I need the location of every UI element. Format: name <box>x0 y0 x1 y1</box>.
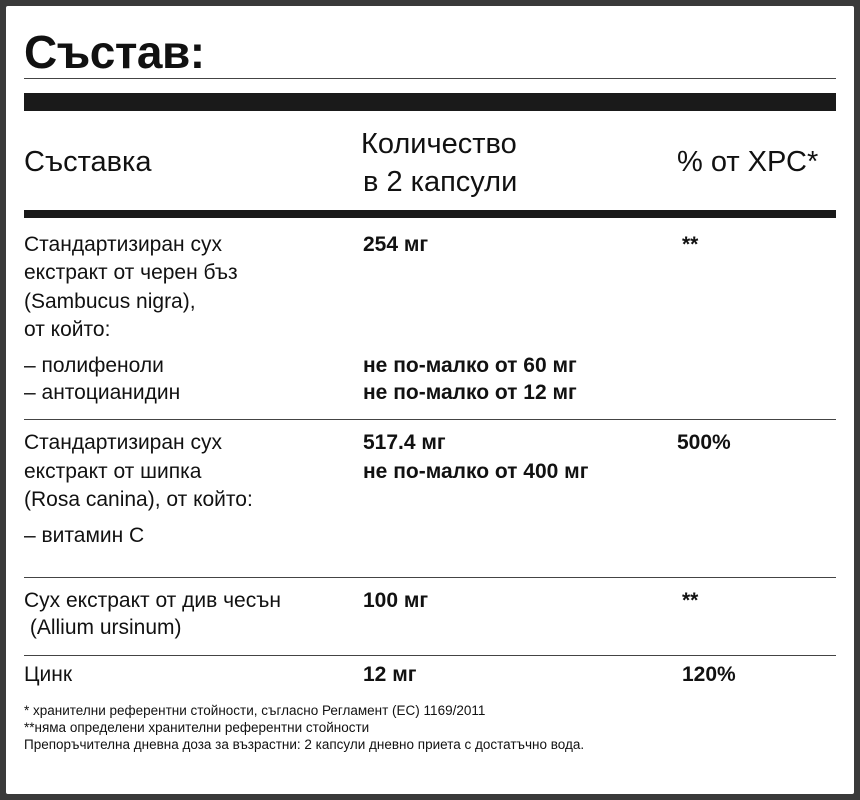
row-divider <box>24 419 836 420</box>
footnote-reference-values: * хранителни референтни стойности, съгласно Регламент (ЕС) 1169/2011 <box>24 703 486 718</box>
ingredient-name-line: Цинк <box>24 663 73 686</box>
column-header-quantity-line2: в 2 капсули <box>363 166 518 198</box>
ingredient-percent: ** <box>682 589 699 612</box>
ingredient-amount: 254 мг <box>363 233 429 256</box>
ingredient-amount: 12 мг <box>363 663 417 686</box>
footnote-recommended-dose: Препоръчителна дневна доза за възрастни: 2 капсули дневно приета с достатъчно вода. <box>24 737 585 752</box>
ingredient-name-line: Стандартизиран сух <box>24 233 222 256</box>
footnote-no-reference: **няма определени хранителни референтни стойности <box>24 720 370 735</box>
sub-ingredient-name: – полифеноли <box>24 354 164 377</box>
ingredient-name-line: Сух екстракт от див чесън <box>24 589 281 612</box>
sub-ingredient-amount: не по-малко от 60 мг <box>363 354 577 377</box>
sub-ingredient-amount: не по-малко от 12 мг <box>363 381 577 404</box>
ingredient-name-line: от който: <box>24 318 111 341</box>
ingredient-name-line: (Allium ursinum) <box>24 616 182 639</box>
column-header-percent: % от ХРС* <box>677 146 819 178</box>
ingredient-amount: 517.4 мг <box>363 431 446 454</box>
ingredient-amount: 100 мг <box>363 589 429 612</box>
sub-ingredient-amount: не по-малко от 400 мг <box>363 460 589 483</box>
sub-ingredient-name: – витамин С <box>24 524 145 547</box>
ingredient-name-line: (Rosa canina), от който: <box>24 488 253 511</box>
ingredient-name-line: екстракт от черен бъз <box>24 261 238 284</box>
column-header-quantity-line1: Количество <box>361 128 517 160</box>
composition-panel <box>6 6 854 794</box>
ingredient-name-line: екстракт от шипка <box>24 460 202 483</box>
header-bottom-bar <box>24 210 836 218</box>
row-divider <box>24 655 836 656</box>
header-top-bar <box>24 93 836 111</box>
ingredient-percent: 120% <box>682 663 736 686</box>
ingredient-name-line: Стандартизиран сух <box>24 431 222 454</box>
page-title: Състав: <box>24 26 205 78</box>
ingredient-percent: ** <box>682 233 699 256</box>
ingredient-name-line: (Sambucus nigra), <box>24 290 196 313</box>
ingredient-percent: 500% <box>677 431 731 454</box>
title-underline <box>24 78 836 79</box>
row-divider <box>24 577 836 578</box>
column-header-ingredient: Съставка <box>24 146 152 178</box>
sub-ingredient-name: – антоцианидин <box>24 381 181 404</box>
